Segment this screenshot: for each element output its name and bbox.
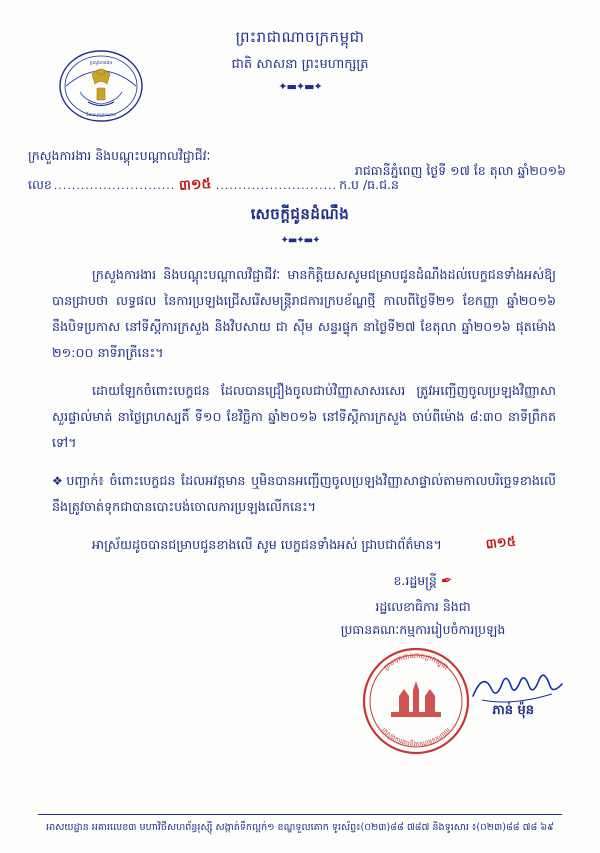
svg-text:និងបណុឡបណ្មាល: និងបណុឡបណ្មាល [86,112,116,117]
signature-role-1-text: ខ.រដ្ឋមន្ត្រី [393,573,437,588]
signature-role-1 [298,568,548,595]
header-ornament-divider: ✦▬✦▬✦ [278,80,322,93]
national-motto: ជាតិ សាសនា ព្រះមហាក្សត្រ [231,56,369,72]
signature-flourish-icon: ✒ [439,572,454,590]
dot-leader-2: ........................... [215,179,338,192]
closing-text: អាស្រ័យដូចបានជម្រាបជូនខាងលើ សូម បេក្ខជនទាំងអស់ ជ្រាបជាព័ត៌មាន។ [92,537,442,553]
svg-text:ប្រសូងការងារ: ប្រសូងការងារ [89,61,113,66]
subject-ornament-divider: ✦▬✦▬✦ [280,235,320,246]
ministry-emblem-logo [58,48,144,124]
signature-role-3: ប្រធានគណៈកម្មការរៀបចំការប្រឡង [340,622,506,638]
ministry-name: ក្រសួងការងារ និងបណ្ដុះបណ្ដាលវិជ្ជាជីវៈ [28,148,211,163]
body-paragraph-4 [52,532,556,560]
signature-block [298,568,548,642]
kingdom-title: ព្រះរាជាណាចក្រកម្ពុជា [235,28,365,46]
signer-name: ភាន់ ម៉ុន [492,703,534,718]
subject-block [0,205,600,246]
svg-text:ប្រមហាជាណាចក្រកម្បុជា: ប្រមហាជាណាចក្រកម្បុជា [382,651,450,672]
page-title: សេចក្ដីជូនដំណឹង [250,205,350,223]
body-paragraph-3: បញ្ជាក់៖ ចំពោះបេក្ខជន ដែលអវត្តមាន ឬមិនបានអញ្ជើញចូលប្រឡងវិញ្ញាសាផ្ទាល់តាមកាលបរិច្ឆេទខាងលើនឹងត្រូវចាត់ទុកជាបានបោះបង់ចោលការប្រឡងលើកនេះ។ [52,473,556,515]
number-label: លេខ [28,177,52,192]
handwritten-document-number: ៣១៥ [178,175,213,195]
svg-text:ក្រសូងការងារនិងបណុឡបណ្មាល: ក្រសូងការងារនិងបណុឡបណ្មាល [380,725,452,749]
ministry-block [28,148,399,196]
document-body [52,262,556,572]
number-suffix: ក.ប /ធ.ជ.ន [339,177,399,192]
handwritten-signature [470,666,566,706]
document-footer [0,814,600,835]
official-round-stamp [355,640,477,762]
place-and-date: រាជធានីភ្នំពេញ ថ្ងៃទី ១៧ ខែ តុលា ឆ្នាំ២០១៦ [354,163,566,178]
bullet-icon: ❖ [52,474,65,489]
document-number-line [28,175,399,196]
body-paragraph-1: ក្រសួងការងារ និងបណ្ដុះបណ្ដាលវិជ្ជាជីវៈ មានកិត្តិយសសូមជម្រាបជូនដំណឹងដល់បេក្ខជនទាំងអស់ឱ្យបានជ្រាបថា លទ្ធផល នៃការប្រឡងជ្រើសរើសមន្ត្រីរាជការក្របខ័ណ្ឌថ្មី កាលពីថ្ងៃទី២១ ខែកញ្ញា ឆ្នាំ២០១៦ នឹងបិទប្រកាស នៅទីស្ដីការក្រសួង និងវិបសាយ ជា ស៊ីម សន្ទរផ្ទុក នាថ្ងៃទី២៧ ខែតុលា ឆ្នាំ២០១៦ ផុតម៉ោង ២១:០០ នាទីរាត្រីនេះ។ [52,267,556,361]
footer-divider [38,814,562,815]
body-note-paragraph [52,468,556,520]
footer-address: អាសយដ្ឋាន អគារលេខ៣ មហាវិថីសហព័ន្ធរុស្ស៊ី សង្កាត់ទឹកល្អក់១ ខណ្ឌទួលគោក ទូរស័ព្ទ៖(០២៣)៨៨ ៧៨៧ និងទូរសារ ៖(០២៣)៨៨ ៧៨ ៦៩ [46,822,554,833]
body-paragraph-2: ដោយឡែកចំពោះបេក្ខជន ដែលបានជ្រឿងចូលជាប់វិញ្ញាសាសរសេរ ត្រូវអញ្ជើញចូលប្រឡងវិញ្ញាសាសួរផ្ទាល់មាត់ នាថ្ងៃព្រហស្បតិ៍ ទី១០ ខែវិច្ឆិកា ឆ្នាំ២០១៦ នៅទីស្ដីការក្រសួង ចាប់ពីម៉ោង ៨:៣០ នាទីព្រឹកតទៅ។ [52,383,556,451]
dot-leader: ........................... [53,179,176,192]
handwritten-closing-mark: ៣១៥ [485,534,517,553]
signature-role-2: រដ្ឋលេខាធិការ និងជា [375,598,471,614]
